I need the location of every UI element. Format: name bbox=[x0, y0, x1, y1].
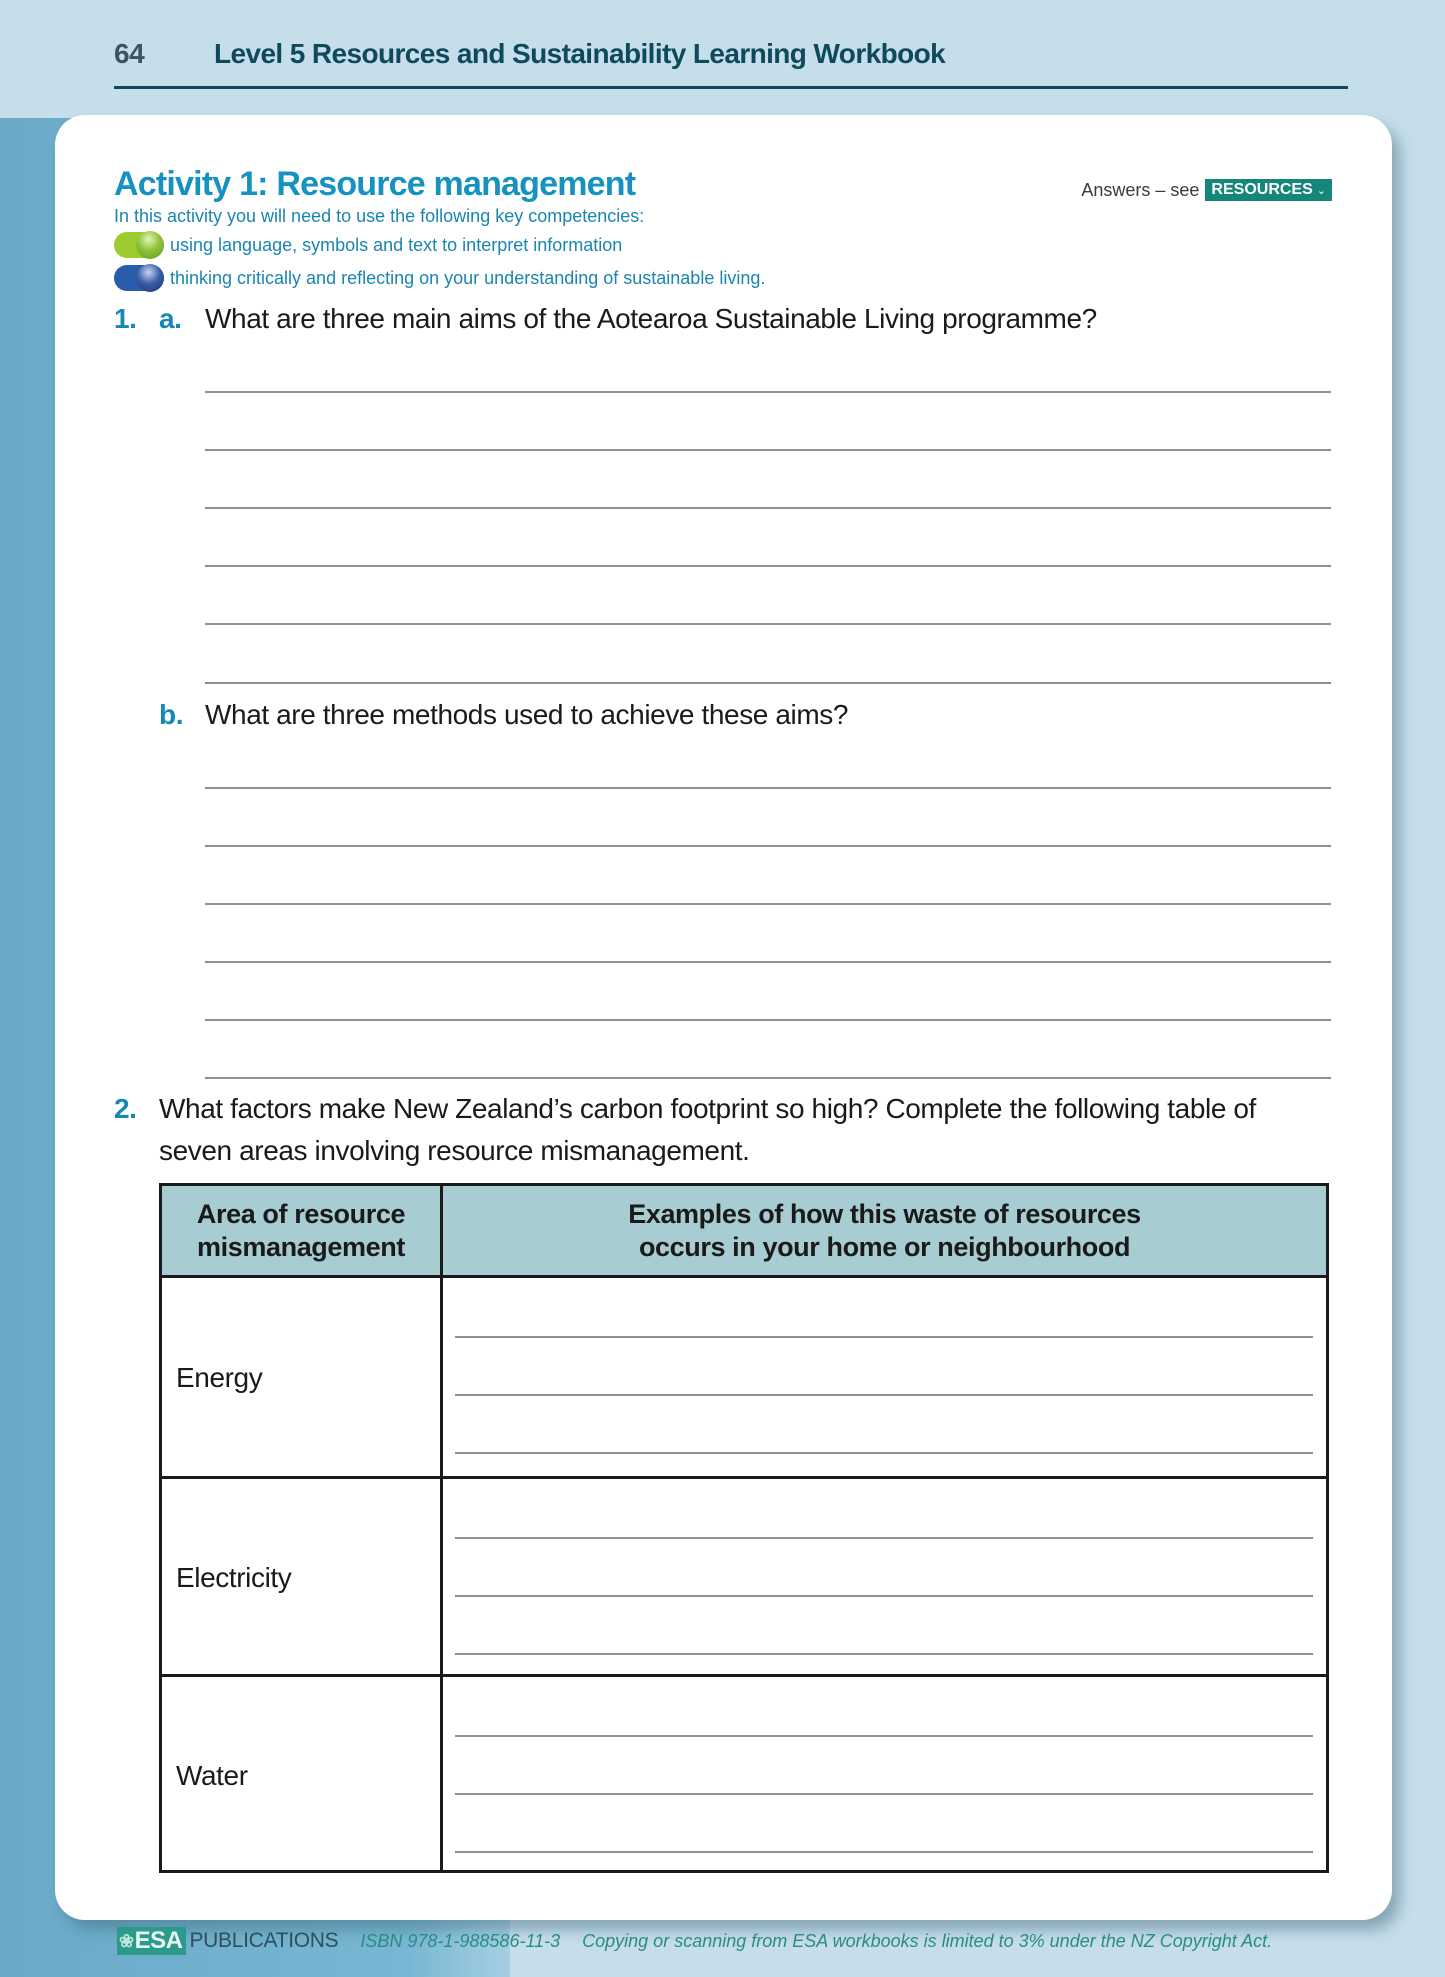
answers-reference bbox=[1081, 179, 1332, 201]
header-examples-line2: occurs in your home or neighbourhood bbox=[638, 1231, 1131, 1262]
answer-line[interactable] bbox=[205, 565, 1331, 567]
question-number: 2. bbox=[114, 1093, 137, 1124]
page-footer bbox=[117, 1925, 1272, 1957]
question-2 bbox=[114, 1093, 1256, 1125]
row-label-water: Water bbox=[176, 1759, 248, 1791]
answers-label: Answers – see bbox=[1081, 179, 1200, 200]
chevron-down-icon: ⌄ bbox=[1316, 184, 1326, 197]
book-title: Level 5 Resources and Sustainability Learning Workbook bbox=[214, 38, 946, 69]
answer-line[interactable] bbox=[205, 845, 1331, 847]
question-text: What are three main aims of the Aotearoa Sustainable Living programme? bbox=[205, 303, 1097, 334]
row-label-electricity: Electricity bbox=[176, 1561, 292, 1593]
question-1a bbox=[114, 303, 1097, 335]
resources-button-label: RESOURCES bbox=[1211, 181, 1313, 198]
table-header-row bbox=[162, 1186, 1326, 1278]
publisher-name: PUBLICATIONS bbox=[189, 1929, 339, 1952]
header-area-line1: Area of resource bbox=[196, 1199, 406, 1230]
answer-line[interactable] bbox=[205, 623, 1331, 625]
isbn: ISBN 978-1-988586-11-3 bbox=[360, 1930, 561, 1951]
answer-line[interactable] bbox=[205, 449, 1331, 451]
esa-logo bbox=[117, 1927, 186, 1955]
answer-line[interactable] bbox=[455, 1793, 1313, 1795]
answer-line[interactable] bbox=[205, 787, 1331, 789]
competency-text: using language, symbols and text to interpret information bbox=[170, 234, 623, 255]
header-examples bbox=[443, 1186, 1326, 1275]
competency-item bbox=[114, 232, 622, 258]
question-text-line2: seven areas involving resource mismanagement. bbox=[159, 1135, 750, 1166]
table-row bbox=[162, 1676, 1326, 1875]
page-number: 64 bbox=[114, 38, 145, 69]
page-header bbox=[114, 30, 1348, 90]
answer-line[interactable] bbox=[455, 1452, 1313, 1454]
answer-line[interactable] bbox=[455, 1394, 1313, 1396]
question-2-continued bbox=[159, 1135, 750, 1167]
question-text-line1: What factors make New Zealand’s carbon footprint so high? Complete the following table of bbox=[159, 1093, 1256, 1124]
answer-line[interactable] bbox=[455, 1595, 1313, 1597]
answer-line[interactable] bbox=[455, 1735, 1313, 1737]
green-toggle-icon bbox=[114, 232, 164, 258]
header-area-line2: mismanagement bbox=[197, 1231, 405, 1262]
question-1b bbox=[159, 699, 848, 731]
table-row bbox=[162, 1278, 1326, 1477]
header-area bbox=[162, 1186, 440, 1275]
resources-button[interactable] bbox=[1205, 179, 1332, 201]
table-row bbox=[162, 1478, 1326, 1677]
answer-line[interactable] bbox=[205, 507, 1331, 509]
header-examples-line1: Examples of how this waste of resources bbox=[628, 1199, 1141, 1230]
answer-line[interactable] bbox=[205, 682, 1331, 684]
answer-line[interactable] bbox=[205, 961, 1331, 963]
answer-line[interactable] bbox=[205, 903, 1331, 905]
answer-line[interactable] bbox=[455, 1336, 1313, 1338]
question-part: a. bbox=[159, 303, 182, 334]
competency-item bbox=[114, 265, 765, 291]
header-divider bbox=[114, 86, 1348, 89]
column-divider bbox=[440, 1186, 443, 1870]
question-part: b. bbox=[159, 699, 184, 730]
answer-line[interactable] bbox=[455, 1653, 1313, 1655]
blue-toggle-icon bbox=[114, 265, 164, 291]
worksheet-card bbox=[55, 115, 1392, 1920]
answer-line[interactable] bbox=[205, 391, 1331, 393]
answer-line[interactable] bbox=[205, 1019, 1331, 1021]
answer-line[interactable] bbox=[455, 1537, 1313, 1539]
activity-title: Activity 1: Resource management bbox=[114, 165, 636, 203]
answer-line[interactable] bbox=[205, 1077, 1331, 1079]
copyright-notice: Copying or scanning from ESA workbooks is limited to 3% under the NZ Copyright Act. bbox=[582, 1930, 1273, 1951]
answer-line[interactable] bbox=[455, 1851, 1313, 1853]
tree-icon: ❀ bbox=[119, 1930, 134, 1951]
resource-mismanagement-table bbox=[159, 1183, 1329, 1873]
competency-text: thinking critically and reflecting on your understanding of sustainable living. bbox=[170, 267, 766, 288]
competencies-intro: In this activity you will need to use the following key competencies: bbox=[114, 206, 645, 226]
question-number: 1. bbox=[114, 303, 137, 334]
row-label-energy: Energy bbox=[176, 1361, 263, 1393]
logo-text: ESA bbox=[134, 1927, 183, 1954]
question-text: What are three methods used to achieve these aims? bbox=[205, 699, 849, 730]
